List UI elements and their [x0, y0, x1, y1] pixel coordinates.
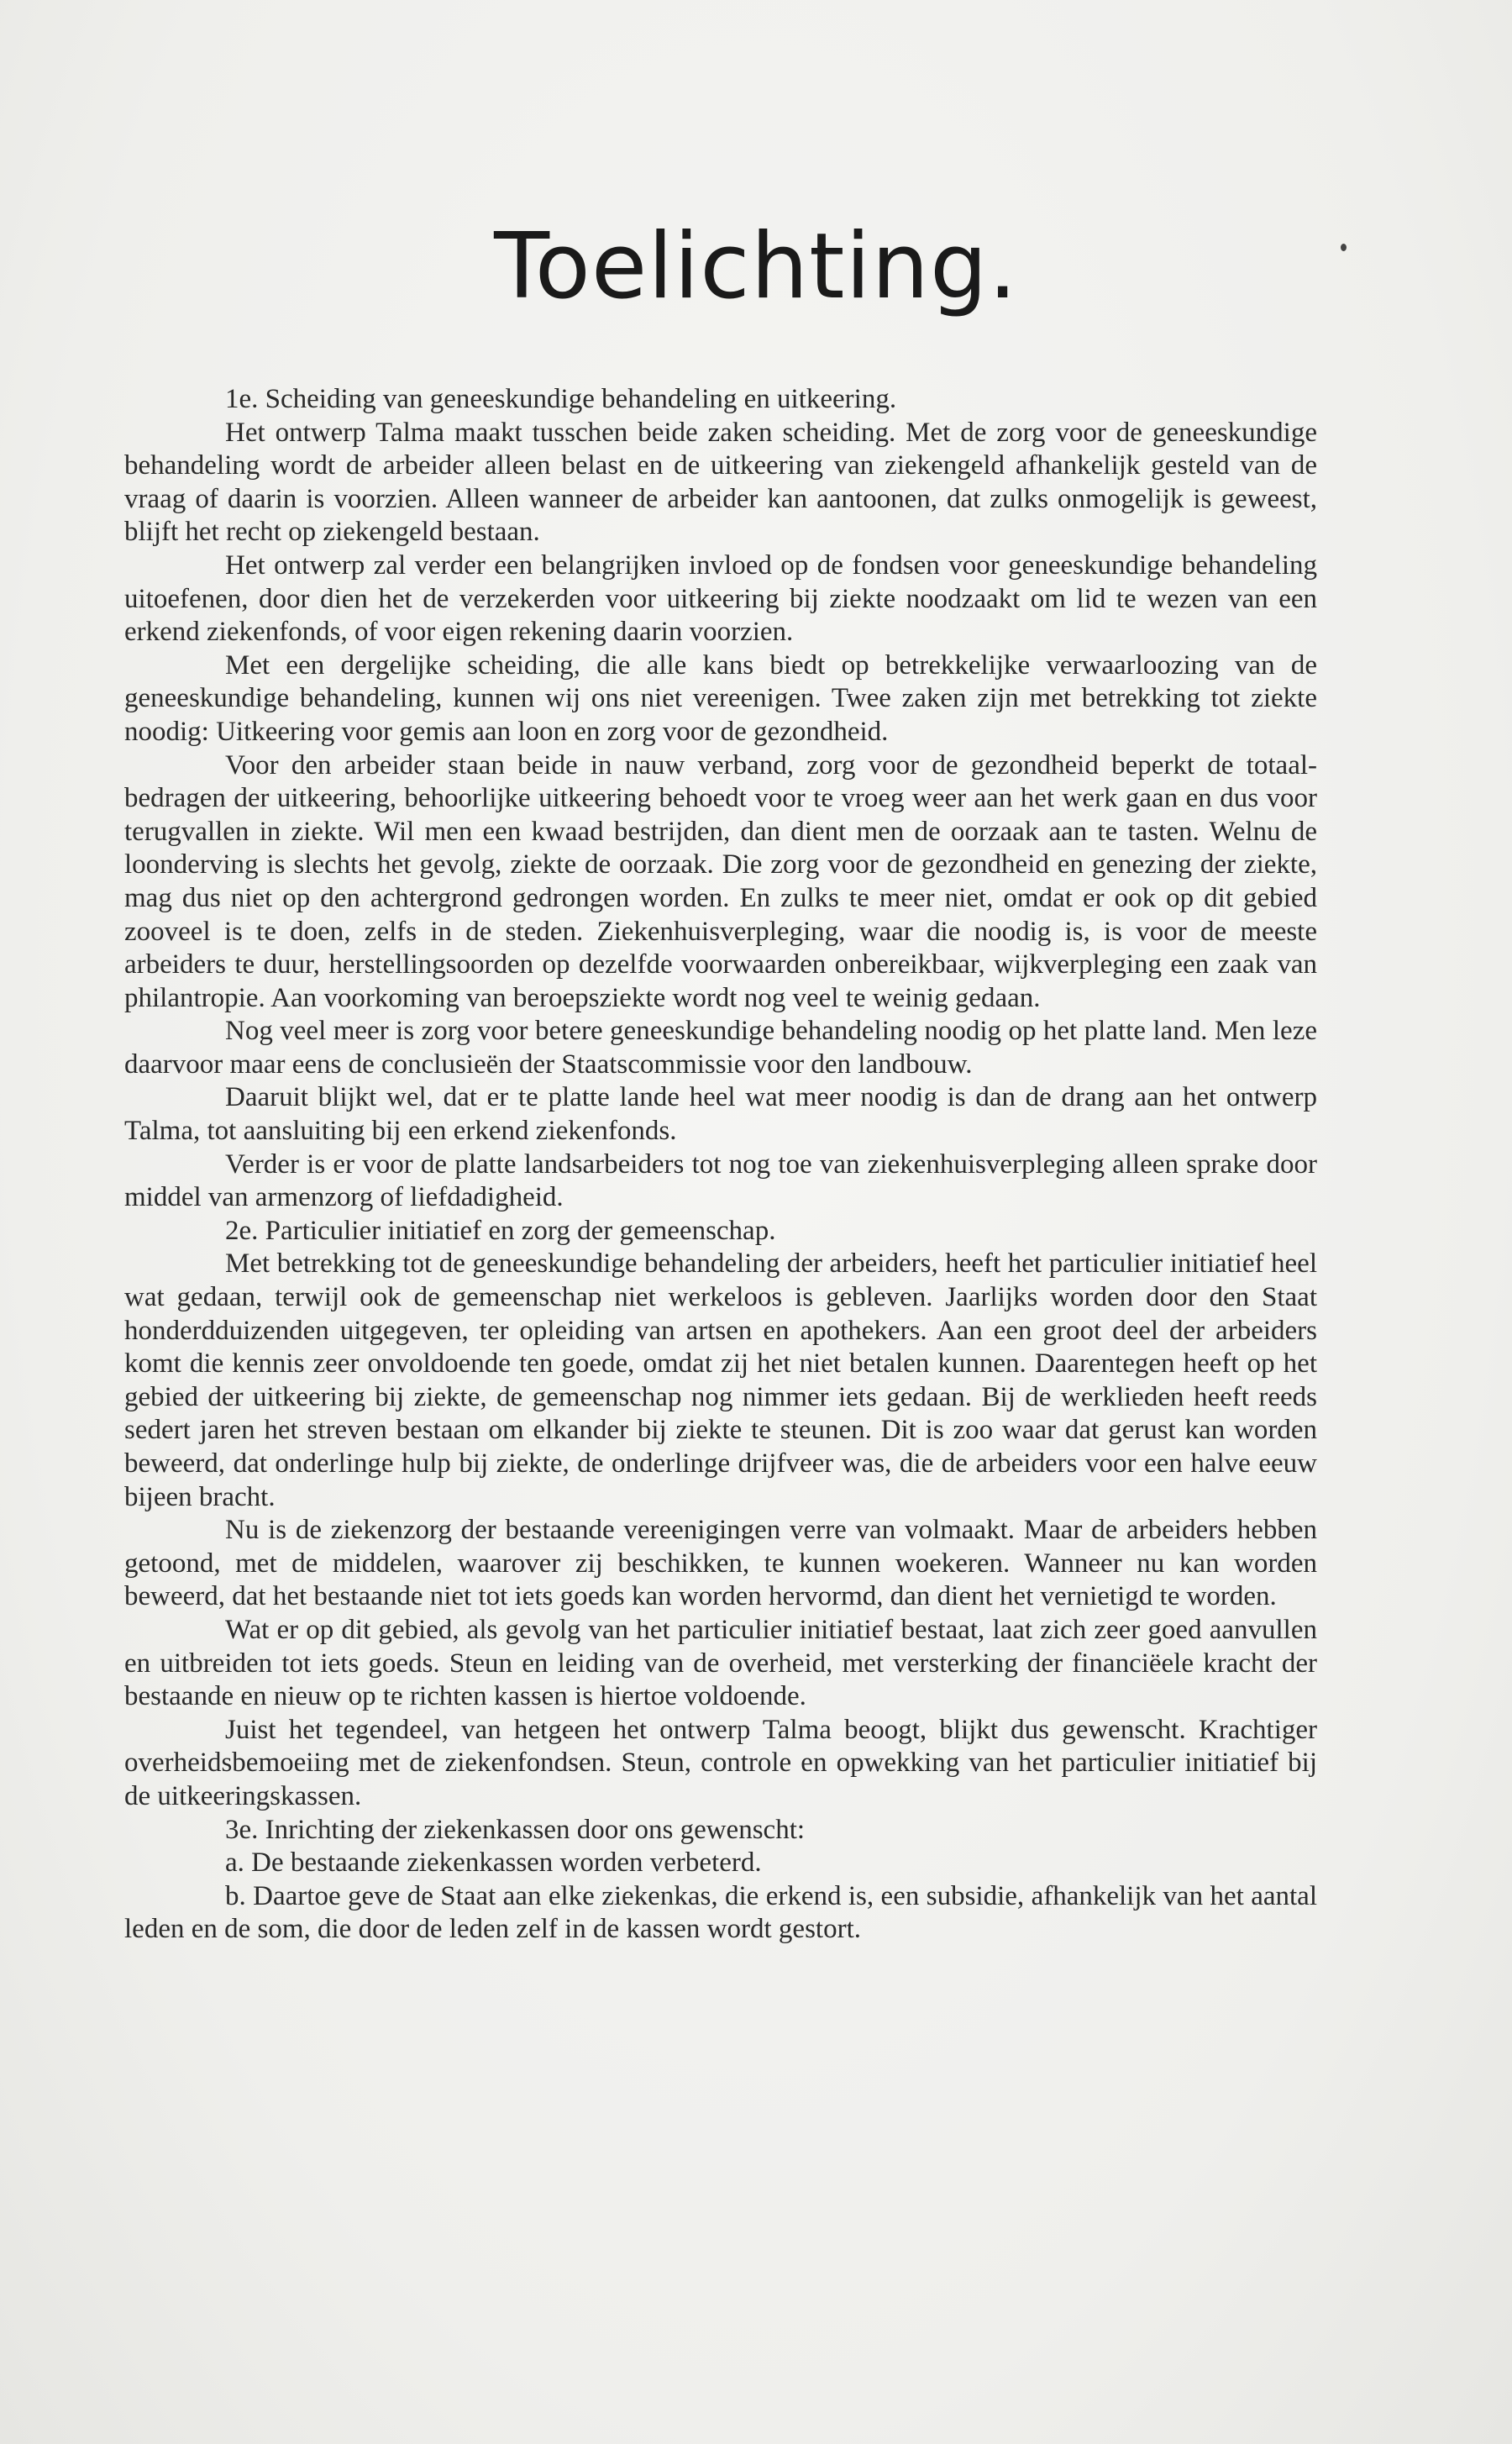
section-heading-1: 1e. Scheiding van geneeskundige behandeling en uitkeering.	[225, 384, 897, 414]
paragraph: Wat er op dit gebied, als gevolg van het particulier initiatief bestaat, laat zich zeer goed aanvullen en uitbreiden tot iets goeds. Steun en leiding van de overheid, met versterking der financiëele kracht der bestaande en nieuw op te richten kassen is hiertoe voldoende.	[124, 1614, 1317, 1712]
paragraph: Het ontwerp Talma maakt tusschen beide zaken scheiding. Met de zorg voor de geneeskundige behandeling wordt de arbeider alleen belast en de uitkeering van ziekengeld afhankelijk gesteld van de vraag of daarin is voorzien. Alleen wanneer de arbeider kan aantoonen, dat zulks onmogelijk is geweest, blijft het recht op ziekengeld bestaan.	[124, 417, 1317, 548]
ink-speck	[1341, 244, 1347, 251]
paragraph: Met een dergelijke scheiding, die alle kans biedt op betrekkelijke verwaarloozing van de geneeskundige behandeling, kunnen wij ons niet vereenigen. Twee zaken zijn met betrekking tot ziekte noodig: Uitkeering voor gemis aan loon en zorg voor de gezondheid.	[124, 649, 1317, 747]
section-heading-2: 2e. Particulier initiatief en zorg der gemeenschap.	[225, 1215, 776, 1246]
paragraph: Daaruit blijkt wel, dat er te platte lande heel wat meer noodig is dan de drang aan het ontwerp Talma, tot aansluiting bij een erkend ziekenfonds.	[124, 1082, 1317, 1147]
paragraph: Nu is de ziekenzorg der bestaande vereenigingen verre van volmaakt. Maar de arbeiders hebben getoond, met de middelen, waarover zij beschikken, te kunnen woekeren. Wanneer nu kan worden beweerd, dat het bestaande niet tot iets goeds kan worden hervormd, dan dient het vernietigd te worden.	[124, 1515, 1317, 1612]
list-item-a: a. De bestaande ziekenkassen worden verbeterd.	[225, 1847, 762, 1879]
paragraph: Verder is er voor de platte landsarbeiders tot nog toe van ziekenhuisverpleging alleen sprake door middel van armenzorg of liefdadigheid.	[124, 1148, 1317, 1213]
page-title: Toelichting.	[494, 214, 1018, 319]
paragraph: Met betrekking tot de geneeskundige behandeling der arbeiders, heeft het particulier initiatief heel wat gedaan, terwijl ook de gemeenschap niet werkeloos is gebleven. Jaarlijks worden door den Staat honderdduizenden uitgegeven, ter opleiding van artsen en apothekers. Aan een groot deel der arbeiders komt die kennis zeer onvoldoende ten goede, omdat zij het niet betalen kunnen. Daarentegen heeft op het gebied der uitkeering bij ziekte, de gemeenschap nog nimmer iets gedaan. Bij de werklieden heeft reeds sedert jaren het streven bestaan om elkander bij ziekte te steunen. Dit is zoo waar dat gerust kan worden beweerd, dat onderlinge hulp bij ziekte, de onderlinge drijfveer was, die de arbeiders voor een halve eeuw bijeen bracht.	[124, 1248, 1317, 1512]
section-heading-3: 3e. Inrichting der ziekenkassen door ons gewenscht:	[225, 1814, 806, 1845]
list-item-b: b. Daartoe geve de Staat aan elke ziekenkas, die erkend is, een subsidie, afhankelijk van het aantal leden en de som, die door de leden zelf in de kassen wordt gestort.	[124, 1880, 1317, 1945]
paragraph: Juist het tegendeel, van hetgeen het ontwerp Talma beoogt, blijkt dus gewenscht. Krachtiger overheidsbemoeiing met de ziekenfondsen. Steun, controle en opwekking van het particulier initiatief bij de uitkeeringskassen.	[124, 1714, 1317, 1811]
paragraph: Voor den arbeider staan beide in nauw verband, zorg voor de gezondheid beperkt de totaal-bedragen der uitkeering, behoorlijke uitkeering behoedt voor te vroeg weer aan het werk gaan en dus voor terugvallen in ziekte. Wil men een kwaad bestrijden, dan dient men de oorzaak aan te tasten. Welnu de loonderving is slechts het gevolg, ziekte de oorzaak. Die zorg voor de gezondheid en genezing der ziekte, mag dus niet op den achtergrond gedrongen worden. En zulks te meer niet, omdat er ook op dit gebied zooveel is te doen, zelfs in de steden. Ziekenhuisverpleging, waar die noodig is, is voor de meeste arbeiders te duur, herstellingsoorden op dezelfde voorwaarden onbereikbaar, wijkverpleging een zaak van philantropie. Aan voorkoming van beroepsziekte wordt nog veel te weinig gedaan.	[124, 749, 1317, 1013]
document-body	[124, 383, 1317, 1947]
paragraph: Nog veel meer is zorg voor betere geneeskundige behandeling noodig op het platte land. Men leze daarvoor maar eens de conclusieën der Staatscommissie voor den landbouw.	[124, 1016, 1317, 1080]
paragraph: Het ontwerp zal verder een belangrijken invloed op de fondsen voor geneeskundige behandeling uitoefenen, door dien het de verzekerden voor uitkeering bij ziekte noodzaakt om lid te wezen van een erkend ziekenfonds, of voor eigen rekening daarin voorzien.	[124, 549, 1317, 648]
